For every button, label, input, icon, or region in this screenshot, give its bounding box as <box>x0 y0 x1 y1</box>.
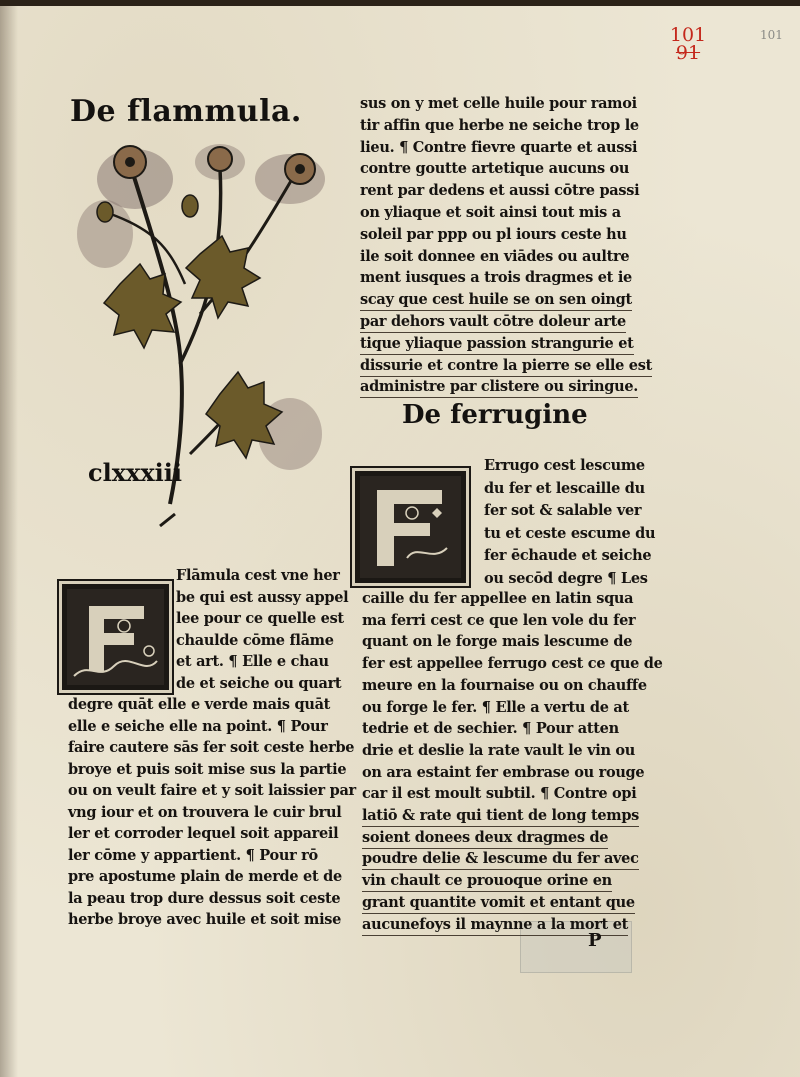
text-line: dissurie et contre la pierre se elle est <box>360 356 652 377</box>
text-line: quant on le forge mais lescume de <box>362 633 633 651</box>
text-line: poudre delie & lescume du fer avec <box>362 849 639 870</box>
heading-de-flammula: De flammula. <box>70 94 302 129</box>
text-line: ler cōme y appartient. ¶ Pour rō <box>68 846 318 864</box>
text-line: herbe broye avec huile et soit mise <box>68 911 342 928</box>
text-line: lee pour ce quelle est <box>176 610 344 627</box>
text-line: du fer et lescaille du <box>484 479 645 497</box>
text-line: ou on veult faire et y soit laissier par <box>68 782 356 799</box>
text-line: rent par dedens et aussi cōtre passi <box>360 182 640 200</box>
text-line: vin chault ce prouoque orine en <box>362 871 612 892</box>
text-line: elle e seiche elle na point. ¶ Pour <box>68 717 328 735</box>
text-line: sus on y met celle huile pour ramoi <box>360 95 637 112</box>
text-line: Flāmula cest vne her <box>176 567 340 584</box>
text-line: be qui est aussy appel <box>176 588 349 606</box>
text-line: caille du fer appellee en latin squa <box>362 590 634 607</box>
text-line: soient donees deux dragmes de <box>362 828 608 849</box>
text-line: ou forge le fer. ¶ Elle a vertu de at <box>362 698 629 716</box>
text-line: on yliaque et soit ainsi tout mis a <box>360 204 621 221</box>
text-line: meure en la fournaise ou on chauffe <box>362 676 647 694</box>
folio-old: 91 <box>675 42 701 64</box>
folio-number <box>668 26 708 62</box>
text-line: pre apostume plain de merde et de <box>68 868 342 885</box>
text-line: tique yliaque passion strangurie et <box>360 334 634 355</box>
text-line: fer ēchaude et seiche <box>484 547 652 564</box>
decorated-initial-f-right <box>350 466 471 588</box>
text-line: par dehors vault cōtre doleur arte <box>360 312 626 333</box>
text-line: degre quāt elle e verde mais quāt <box>68 696 331 713</box>
text-line: de et seiche ou quart <box>176 674 342 692</box>
text-line: lieu. ¶ Contre fievre quarte et aussi <box>360 138 638 156</box>
text-line: tir affin que herbe ne seiche trop le <box>360 116 639 134</box>
text-line: aucunefoys il maynne a la mort et <box>362 915 628 936</box>
heading-de-ferrugine: De ferrugine <box>402 400 588 430</box>
gutter-shadow <box>0 6 18 1077</box>
text-line: on ara estaint fer embrase ou rouge <box>362 763 645 781</box>
text-line: ile soit donnee en viādes ou aultre <box>360 247 630 265</box>
text-line: Errugo cest lescume <box>484 457 645 474</box>
book-page <box>0 6 800 1077</box>
text-line: contre goutte artetique aucuns ou <box>360 160 630 178</box>
text-line: tu et ceste escume du <box>484 524 656 542</box>
text-line: broye et puis soit mise sus la partie <box>68 760 347 778</box>
folio-current: 101 <box>669 24 707 46</box>
text-line: administre par clistere ou siringue. <box>360 377 638 398</box>
text-line: fer est appellee ferrugo cest ce que de <box>362 655 663 673</box>
text-line: fer sot & salable ver <box>484 502 642 519</box>
text-line: drie et deslie la rate vault le vin ou <box>362 741 636 759</box>
text-line: vng iour et on trouvera le cuir brul <box>68 803 342 821</box>
text-line: chaulde cōme flāme <box>176 631 334 649</box>
text-line: scay que cest huile se on sen oingt <box>360 290 632 311</box>
text-line: la peau trop dure dessus soit ceste <box>68 889 341 907</box>
text-line: ler et corroder lequel soit appareil <box>68 825 339 842</box>
text-line: latiō & rate qui tient de long temps <box>362 806 639 827</box>
plate-number: clxxxiii <box>88 458 183 487</box>
text-line: ma ferri cest ce que len vole du fer <box>362 611 636 629</box>
catchword: P <box>588 930 602 951</box>
text-line: car il est moult subtil. ¶ Contre opi <box>362 785 637 803</box>
text-line: ment iusques a trois dragmes et ie <box>360 269 632 287</box>
text-line: tedrie et de sechier. ¶ Pour atten <box>362 720 619 738</box>
text-line: faire cautere sās fer soit ceste herbe <box>68 739 355 756</box>
text-line: soleil par ppp ou pl iours ceste hu <box>360 225 627 243</box>
text-line: et art. ¶ Elle e chau <box>176 653 329 670</box>
folio-pencil-number: 101 <box>760 28 783 42</box>
text-line: ou secōd degre ¶ Les <box>484 569 648 587</box>
text-line: grant quantite vomit et entant que <box>362 893 635 914</box>
decorated-initial-f-left <box>57 579 174 695</box>
